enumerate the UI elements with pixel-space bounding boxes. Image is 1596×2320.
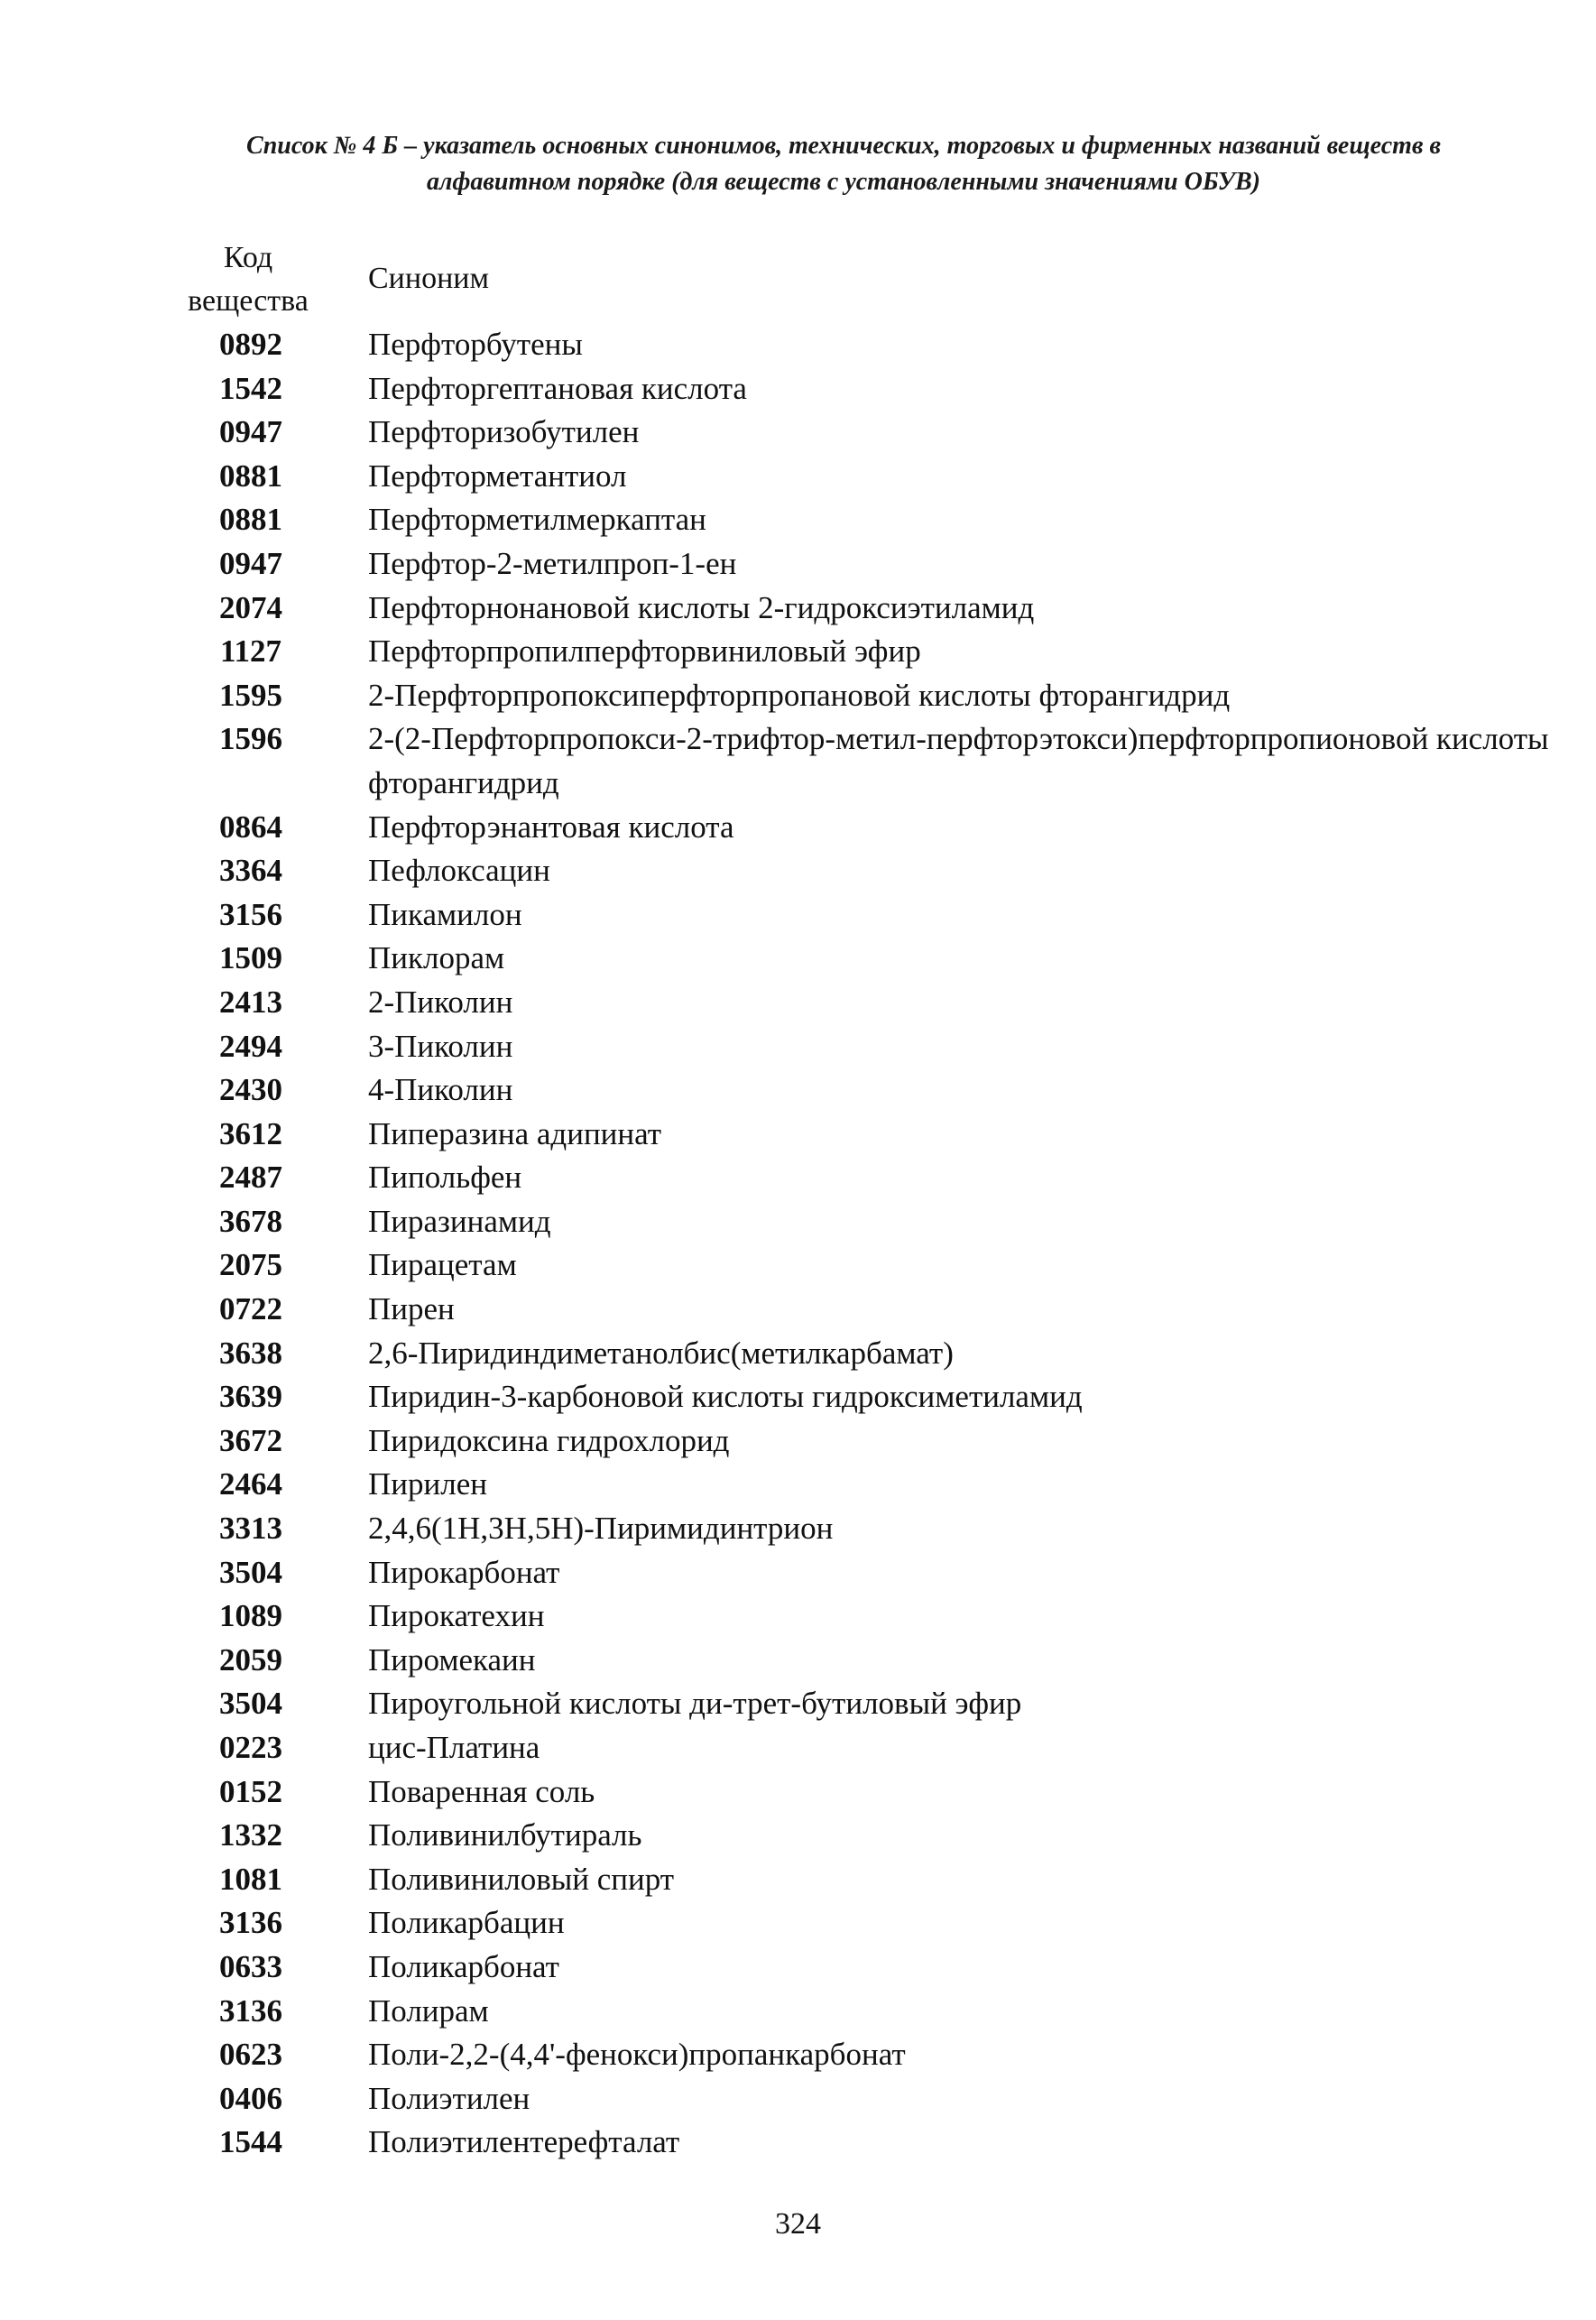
table-row	[0, 1770, 1596, 1815]
table-row	[0, 806, 1596, 850]
table-row	[0, 937, 1596, 981]
substance-code: 2494	[219, 1028, 282, 1064]
table-row	[0, 1858, 1596, 1902]
column-header-code-line-1: Код	[223, 241, 273, 274]
table-row	[0, 1419, 1596, 1464]
synonym-name: Перфтор-2-метилпроп-1-ен	[368, 545, 737, 581]
substance-code: 2075	[219, 1247, 282, 1283]
substance-code: 3678	[219, 1203, 282, 1239]
substance-code: 3612	[219, 1115, 282, 1151]
table-row	[0, 1113, 1596, 1157]
substance-code: 0152	[219, 1773, 282, 1809]
table-row	[0, 498, 1596, 542]
synonym-name: Перфторнонановой кислоты 2-гидроксиэтиламид	[368, 589, 1035, 625]
table-row	[0, 1068, 1596, 1113]
table-row	[0, 1594, 1596, 1639]
substance-code: 1542	[219, 370, 282, 406]
substance-code: 0947	[219, 414, 282, 450]
table-row	[0, 411, 1596, 455]
substance-code: 1509	[219, 940, 282, 976]
substance-code: 0623	[219, 2037, 282, 2073]
substance-code: 1596	[219, 721, 282, 757]
table-row	[0, 1156, 1596, 1200]
substance-code: 3638	[219, 1335, 282, 1371]
substance-code: 2074	[219, 589, 282, 625]
synonym-name: Поликарбонат	[368, 1948, 559, 1984]
table-row	[0, 849, 1596, 893]
synonym-name: Перфторметантиол	[368, 458, 627, 494]
substance-code: 0947	[219, 545, 282, 581]
synonym-name: Перфторпропилперфторвиниловый эфир	[368, 633, 921, 670]
substance-code: 0881	[219, 502, 282, 538]
synonym-name: 2,4,6(1Н,3Н,5Н)-Пиримидинтрион	[368, 1511, 834, 1547]
table-row	[0, 1901, 1596, 1946]
synonym-name: 3-Пиколин	[368, 1028, 513, 1064]
synonym-name: Пиридин-3-карбоновой кислоты гидроксиметиламид	[368, 1379, 1083, 1415]
substance-code: 0881	[219, 458, 282, 494]
synonym-name: Поливиниловый спирт	[368, 1861, 675, 1897]
table-row	[0, 893, 1596, 938]
substance-code: 1089	[219, 1598, 282, 1634]
table-row	[0, 455, 1596, 499]
table-row	[0, 367, 1596, 411]
synonym-name: Пироугольной кислоты ди-трет-бутиловый эфир	[368, 1686, 1022, 1722]
synonym-name: 2-Пиколин	[368, 984, 513, 1020]
synonym-name: Пирен	[368, 1291, 455, 1327]
table-row	[0, 1946, 1596, 1990]
substance-code: 0223	[219, 1730, 282, 1765]
synonym-name: Пирокарбонат	[368, 1554, 560, 1590]
page-title	[144, 128, 1543, 200]
synonym-name: Пиридоксина гидрохлорид	[368, 1422, 730, 1458]
synonym-name: Пиромекаин	[368, 1641, 536, 1678]
table-row	[0, 1639, 1596, 1683]
substance-code: 1595	[219, 677, 282, 713]
synonym-name: Полиэтилентерефталат	[368, 2124, 680, 2160]
synonym-table-body	[0, 323, 1596, 2165]
table-row	[0, 2121, 1596, 2165]
substance-code: 3504	[219, 1686, 282, 1722]
synonym-name: Полиэтилен	[368, 2080, 530, 2116]
substance-code: 1127	[219, 633, 282, 670]
synonym-name: Полирам	[368, 1992, 489, 2029]
table-row	[0, 1682, 1596, 1726]
table-row	[0, 1507, 1596, 1551]
table-row	[0, 323, 1596, 367]
substance-code: 0892	[219, 327, 282, 362]
substance-code: 1332	[219, 1817, 282, 1853]
synonym-name: Пирацетам	[368, 1247, 517, 1283]
synonym-name: 2-Перфторпропоксиперфторпропановой кислоты фторангидрид	[368, 677, 1231, 713]
synonym-name: Перфторэнантовая кислота	[368, 809, 734, 845]
substance-code: 3504	[219, 1554, 282, 1590]
table-row	[0, 1463, 1596, 1507]
table-row	[0, 1375, 1596, 1419]
synonym-name: 2-(2-Перфторпропокси-2-трифтор-метил-перфторэтокси)перфторпропионовой кислоты фторангидрид	[368, 721, 1549, 800]
table-row	[0, 1551, 1596, 1595]
table-row	[0, 1990, 1596, 2034]
table-row	[0, 1243, 1596, 1288]
synonym-name: Пикамилон	[368, 896, 522, 932]
substance-code: 3639	[219, 1379, 282, 1415]
synonym-name: Перфторгептановая кислота	[368, 370, 747, 406]
page-number: 324	[775, 2207, 821, 2241]
table-row	[0, 1814, 1596, 1858]
table-row	[0, 2033, 1596, 2077]
synonym-name: Перфторметилмеркаптан	[368, 502, 706, 538]
substance-code: 3672	[219, 1422, 282, 1458]
substance-code: 0864	[219, 809, 282, 845]
synonym-name: Пирилен	[368, 1466, 487, 1502]
substance-code: 2430	[219, 1072, 282, 1108]
synonym-name: Пиклорам	[368, 940, 505, 976]
table-row	[0, 674, 1596, 718]
substance-code: 1544	[219, 2124, 282, 2160]
substance-code: 3313	[219, 1511, 282, 1547]
column-header-code-line-2: вещества	[188, 284, 309, 318]
substance-code: 0406	[219, 2080, 282, 2116]
table-row	[0, 1025, 1596, 1069]
table-row	[0, 717, 1596, 805]
column-header-code	[171, 236, 325, 323]
table-row	[0, 981, 1596, 1025]
table-row	[0, 542, 1596, 587]
substance-code: 0633	[219, 1948, 282, 1984]
page-title-line-1: Список № 4 Б – указатель основных синонимов, технических, торговых и фирменных названий веществ в	[246, 132, 1441, 160]
substance-code: 3156	[219, 896, 282, 932]
substance-code: 3364	[219, 853, 282, 889]
table-row	[0, 630, 1596, 674]
table-row	[0, 587, 1596, 631]
substance-code: 0722	[219, 1291, 282, 1327]
synonym-name: цис-Платина	[368, 1730, 540, 1765]
synonym-name: Поваренная соль	[368, 1773, 595, 1809]
page-title-line-2: алфавитном порядке (для веществ с установленными значениями ОБУВ)	[426, 168, 1260, 196]
substance-code: 2464	[219, 1466, 282, 1502]
substance-code: 3136	[219, 1992, 282, 2029]
table-row	[0, 1332, 1596, 1376]
table-row	[0, 2077, 1596, 2121]
substance-code: 1081	[219, 1861, 282, 1897]
substance-code: 2059	[219, 1641, 282, 1678]
synonym-name: Поливинилбутираль	[368, 1817, 642, 1853]
synonym-name: Пирокатехин	[368, 1598, 545, 1634]
substance-code: 3136	[219, 1905, 282, 1941]
synonym-name: 2,6-Пиридиндиметанолбис(метилкарбамат)	[368, 1335, 954, 1371]
table-row	[0, 1288, 1596, 1332]
synonym-name: Поли-2,2-(4,4'-фенокси)пропанкарбонат	[368, 2037, 906, 2073]
synonym-name: Пипольфен	[368, 1160, 522, 1196]
synonym-name: Поликарбацин	[368, 1905, 565, 1941]
table-row	[0, 1200, 1596, 1244]
synonym-name: Пиперазина адипинат	[368, 1115, 662, 1151]
substance-code: 2487	[219, 1160, 282, 1196]
column-header-synonym: Синоним	[368, 262, 489, 295]
synonym-name: Перфторбутены	[368, 327, 583, 362]
synonym-name: 4-Пиколин	[368, 1072, 513, 1108]
synonym-name: Пефлоксацин	[368, 853, 550, 889]
synonym-name: Пиразинамид	[368, 1203, 551, 1239]
substance-code: 2413	[219, 984, 282, 1020]
table-row	[0, 1726, 1596, 1770]
synonym-name: Перфторизобутилен	[368, 414, 640, 450]
